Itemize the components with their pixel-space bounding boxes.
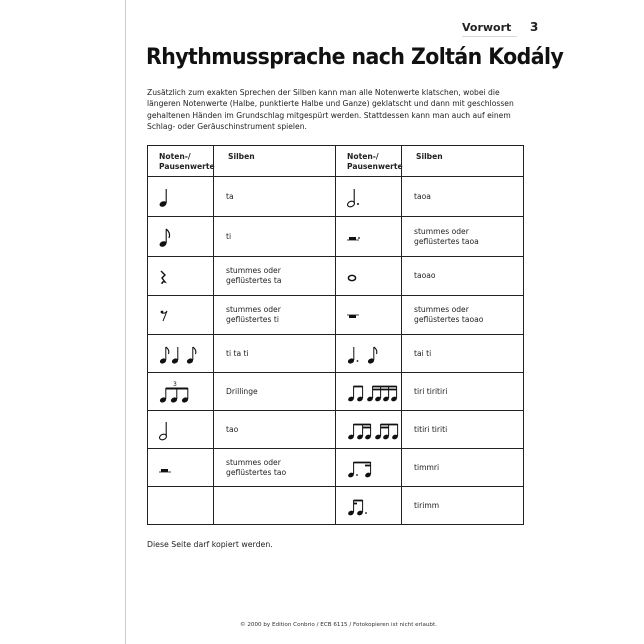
whole-rest-icon: [336, 296, 402, 335]
syllable-cell: tirimm: [402, 487, 524, 525]
syllable-cell: stummes oder geflüstertes tao: [214, 449, 336, 487]
svg-text:3: 3: [173, 380, 177, 388]
rhythm-table: [147, 145, 524, 525]
syllable-cell: tiri tiritiri: [402, 373, 524, 411]
copyright-line: © 2000 by Edition Conbrio / ECB 6115 / Fotokopieren ist nicht erlaubt.: [240, 622, 437, 628]
dotted-half-note-icon: [336, 177, 402, 217]
syllable-cell: stummes oder geflüstertes taoa: [402, 217, 524, 257]
empty-cell: [148, 487, 214, 525]
table-row: [148, 487, 524, 525]
triplet-icon: [148, 373, 214, 411]
syllable-cell: ti: [214, 217, 336, 257]
eighth-pair-quarter-icon: [148, 335, 214, 373]
eighth-rest-icon: [148, 296, 214, 335]
page-title: Rhythmussprache nach Zoltán Kodály: [146, 45, 564, 70]
table-header-row: [148, 146, 524, 177]
half-note-icon: [148, 411, 214, 449]
syllable-cell: Drillinge: [214, 373, 336, 411]
syllable-cell: tao: [214, 411, 336, 449]
quarter-note-icon: [148, 177, 214, 217]
header-rule: [462, 36, 517, 37]
quarter-rest-icon: [148, 257, 214, 296]
section-label: Vorwort: [462, 21, 512, 34]
table-row: [148, 373, 524, 411]
table-row: [148, 257, 524, 296]
col-header-notes-text: Noten-/ Pausenwerte: [347, 152, 403, 171]
syllable-cell: ta: [214, 177, 336, 217]
syllable-cell: ti ta ti: [214, 335, 336, 373]
syllable-cell: stummes oder geflüstertes ti: [214, 296, 336, 335]
whole-note-icon: [336, 257, 402, 296]
dotted-eighth-sixteenth-icon: [336, 449, 402, 487]
intro-paragraph: Zusätzlich zum exakten Sprechen der Silben kann man alle Notenwerte klatschen, wobei die längeren Notenwerte (Halbe, punktierte Halbe und Ganze) geklatscht und dann mit geschlossen gehaltenen Händen im Grundschlag mitgespürt werden. Stattdessen kann man auch auf einem Schlag- oder Geräuschinstrument spielen.: [147, 88, 514, 132]
syllable-cell: tai ti: [402, 335, 524, 373]
eighth-note-icon: [148, 217, 214, 257]
syllable-cell: stummes oder geflüstertes taoao: [402, 296, 524, 335]
table-row: [148, 449, 524, 487]
syllable-cell: timmri: [402, 449, 524, 487]
syllable-cell: [214, 487, 336, 525]
sixteenth-groups-icon: [336, 373, 402, 411]
binding-line: [125, 0, 126, 644]
col-header-notes: [336, 146, 402, 177]
table-row: [148, 296, 524, 335]
table-row: [148, 217, 524, 257]
syllable-cell: titiri tiriti: [402, 411, 524, 449]
dotted-half-rest-icon: [336, 217, 402, 257]
col-header-notes-text: Noten-/ Pausenwerte: [159, 152, 215, 171]
sixteenth-dotted-eighth-icon: [336, 487, 402, 525]
syllable-cell: stummes oder geflüstertes ta: [214, 257, 336, 296]
table-row: [148, 411, 524, 449]
mixed-sixteenth-icon: [336, 411, 402, 449]
col-header-syllables: Silben: [214, 146, 336, 177]
col-header-syllables: Silben: [402, 146, 524, 177]
dotted-quarter-eighth-icon: [336, 335, 402, 373]
page-number: 3: [530, 20, 539, 34]
syllable-cell: taoao: [402, 257, 524, 296]
col-header-notes: [148, 146, 214, 177]
table-row: [148, 335, 524, 373]
syllable-cell: taoa: [402, 177, 524, 217]
copy-permission-note: Diese Seite darf kopiert werden.: [147, 540, 273, 549]
table-row: [148, 177, 524, 217]
half-rest-icon: [148, 449, 214, 487]
